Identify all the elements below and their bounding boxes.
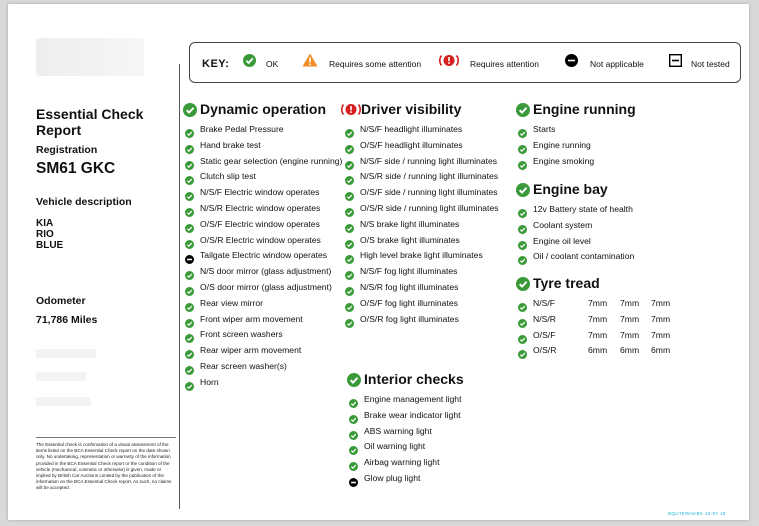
check-item-label: Engine management light [364,394,462,404]
check-item [343,264,518,280]
alert-icon [341,102,361,117]
blurred-field [36,349,96,358]
check-item [183,233,353,249]
check-item-label: Glow plug light [364,472,421,483]
blurred-logo [36,38,144,76]
tyre-row [516,312,696,328]
tyre-row [516,296,696,312]
check-item-label: N/S/F fog light illuminates [360,266,458,277]
tread-depth: 7mm [588,298,608,308]
check-item-label: O/S/R Electric window operates [200,234,321,245]
section-heading [183,101,353,119]
ok-icon [185,145,194,154]
check-item [343,312,518,328]
section-interior-checks [347,371,517,487]
tyre-position: N/S/R [533,313,556,324]
vehicle-summary [36,106,176,326]
ok-icon [518,256,527,265]
check-item [347,455,517,471]
check-item [347,424,517,440]
check-item-label: N/S/R side / running light illuminates [360,171,499,182]
check-item [183,154,353,170]
check-item [183,138,353,154]
registration-value: SM61 GKC [36,160,116,177]
ok-icon [345,192,354,201]
check-item-label: O/S/F headlight illuminates [360,139,463,150]
check-item [183,359,353,375]
vehicle-colour: BLUE [36,240,64,251]
footer-reference: BQU7EWAKBK 16.07.18 [668,511,726,516]
section-heading [347,371,517,389]
report-title-line-1: Essential Check [36,106,144,122]
check-item [343,169,518,185]
key-not-applicable-label: Not applicable [590,59,644,69]
check-item [343,233,518,249]
check-item-label: Brake wear indicator light [364,409,461,420]
ok-icon [345,319,354,328]
section-driver-visibility [343,101,518,327]
check-item-label: Rear wiper arm movement [200,345,302,356]
check-item [516,234,686,250]
check-item-label: O/S/F fog light illuminates [360,297,458,308]
ok-icon [183,103,197,117]
ok-icon [345,161,354,170]
ok-icon [185,303,194,312]
section-dynamic-operation [183,101,353,391]
vehicle-description-label: Vehicle description [36,196,132,208]
check-item [516,202,686,218]
tread-depth: 7mm [651,313,671,324]
not-applicable-icon [565,54,578,67]
check-item [183,296,353,312]
check-item-label: High level brake light illuminates [360,250,483,261]
ok-icon [518,129,527,138]
key-ok-label: OK [266,59,279,69]
ok-icon [345,145,354,154]
odometer-label: Odometer [36,295,86,307]
ok-icon [185,271,194,280]
check-item [183,280,353,296]
check-item [347,408,517,424]
check-item-label: 12v Battery state of health [533,204,633,214]
odometer-value: 71,786 Miles [36,314,98,326]
check-item-label: Engine oil level [533,235,591,246]
check-item [183,375,353,391]
ok-icon [345,255,354,264]
section-title: Dynamic operation [200,101,327,117]
check-item [347,439,517,455]
check-item [183,122,353,138]
check-item-label: Front wiper arm movement [200,313,303,324]
blurred-field [36,397,91,406]
column-divider [179,64,180,509]
ok-icon [345,208,354,217]
check-item-label: N/S door mirror (glass adjustment) [200,266,332,277]
ok-icon [347,373,361,387]
ok-icon [185,319,194,328]
ok-icon [518,335,527,344]
check-item [516,138,686,154]
check-item-label: Front screen washers [200,329,283,340]
check-item-label: Airbag warning light [364,457,440,468]
check-item [347,392,517,408]
tyre-position: O/S/F [533,329,556,340]
ok-icon [345,287,354,296]
ok-icon [345,240,354,249]
blurred-field [36,372,86,381]
check-item-label: N/S/R fog light illuminates [360,281,459,292]
check-item [343,296,518,312]
check-item-label: Brake Pedal Pressure [200,124,284,134]
ok-icon [185,224,194,233]
check-item [183,201,353,217]
section-tyre-tread [516,275,696,359]
ok-icon [518,350,527,359]
section-title: Interior checks [364,371,464,387]
check-item [183,264,353,280]
ok-icon [349,431,358,440]
key-title: KEY: [202,58,230,70]
ok-icon [349,446,358,455]
ok-icon [185,192,194,201]
check-item [516,122,686,138]
ok-icon [518,225,527,234]
check-item-label: N/S/R Electric window operates [200,202,321,213]
check-item-label: Oil warning light [364,441,426,452]
check-item [183,312,353,328]
key-some-attention-label: Requires some attention [329,59,422,69]
check-item [183,343,353,359]
check-item [183,185,353,201]
ok-icon [516,183,530,197]
check-item-label: Horn [200,376,219,387]
ok-icon [185,350,194,359]
ok-icon [518,161,527,170]
section-title: Engine running [533,101,636,117]
ok-icon [185,176,194,185]
check-item-label: N/S/F Electric window operates [200,187,320,198]
ok-icon [349,462,358,471]
check-item-label: O/S/F side / running light illuminates [360,187,498,198]
tread-depth: 7mm [620,313,640,324]
ok-icon [518,241,527,250]
status-key [189,42,741,83]
warning-icon [302,53,318,67]
check-item [516,154,686,170]
registration-label: Registration [36,144,98,156]
check-item-label: O/S door mirror (glass adjustment) [200,281,332,292]
ok-icon [185,240,194,249]
not-tested-icon [669,54,682,67]
check-item [183,169,353,185]
report-title-line-2: Report [36,122,82,138]
check-item-label: Coolant system [533,219,593,230]
tyre-row [516,328,696,344]
ok-icon [516,103,530,117]
check-item [343,138,518,154]
check-item-label: N/S/F side / running light illuminates [360,155,498,166]
key-not-tested-label: Not tested [691,59,730,69]
vehicle-make: KIA [36,218,54,229]
alert-icon [439,53,459,68]
section-heading [343,101,518,119]
check-item [343,185,518,201]
ok-icon [185,287,194,296]
check-item-label: Starts [533,124,556,134]
section-title: Tyre tread [533,275,600,291]
section-heading [516,181,686,199]
report-sheet [8,4,749,520]
ok-icon [185,382,194,391]
check-item [183,327,353,343]
ok-icon [185,208,194,217]
section-engine-bay [516,181,686,265]
ok-icon [349,415,358,424]
ok-icon [185,129,194,138]
tread-depth: 6mm [620,345,640,356]
ok-icon [185,161,194,170]
ok-icon [243,54,256,67]
ok-icon [345,224,354,233]
section-title: Driver visibility [361,101,462,117]
ok-icon [518,319,527,328]
check-item-label: ABS warning light [364,425,432,436]
tyre-position: N/S/F [533,298,555,308]
check-item-label: Engine running [533,139,591,150]
check-item [343,201,518,217]
check-item [343,280,518,296]
check-item-label: Hand brake test [200,139,261,150]
check-item [516,218,686,234]
ok-icon [518,145,527,154]
tyre-position: O/S/R [533,345,557,356]
check-item [343,217,518,233]
tread-depth: 7mm [651,329,671,340]
ok-icon [345,176,354,185]
ok-icon [518,303,527,312]
check-item-label: Rear view mirror [200,297,264,308]
check-item-label: Clutch slip test [200,171,256,182]
check-item [183,217,353,233]
ok-icon [345,303,354,312]
tyre-row [516,343,696,359]
check-item [347,471,517,487]
check-item [183,248,353,264]
check-item [343,248,518,264]
section-engine-running [516,101,686,169]
check-item-label: Static gear selection (engine running) [200,155,343,166]
not-applicable-icon [349,478,358,487]
check-item-label: N/S brake light illuminates [360,218,460,229]
tread-depth: 7mm [588,329,608,340]
section-heading [516,275,696,293]
check-item-label: Oil / coolant contamination [533,251,635,262]
check-item-label: N/S/F headlight illuminates [360,124,463,134]
check-item-label: O/S/R fog light illuminates [360,313,459,324]
section-heading [516,101,686,119]
tread-depth: 7mm [651,298,671,308]
check-item-label: O/S brake light illuminates [360,234,460,245]
tread-depth: 7mm [620,329,640,340]
tread-depth: 6mm [588,345,608,356]
check-item [516,249,686,265]
check-item-label: O/S/F Electric window operates [200,218,320,229]
section-title: Engine bay [533,181,608,197]
check-item-label: Engine smoking [533,155,595,166]
check-item-label: Tailgate Electric window operates [200,250,328,261]
vehicle-model: RIO [36,229,54,240]
tread-depth: 7mm [620,298,640,308]
check-item-label: O/S/R side / running light illuminates [360,202,499,213]
ok-icon [349,399,358,408]
disclaimer-text: The Essential check is confirmation of a visual assessment of the items listed on the BCA Essential Check report on the date shown only. No undertaking, representation or warranty of the information provided in the BCA Essential Check report or the condition of the vehicle (mechanical, cosmetic or otherwise) is given, made or implied by British Car Auctions Limited by the publication of the information on the BCA Essential Check report. As such, no claims will be accepted. [36,437,176,492]
key-attention-label: Requires attention [470,59,539,69]
ok-icon [516,277,530,291]
ok-icon [345,129,354,138]
ok-icon [345,271,354,280]
check-item [343,154,518,170]
check-item [343,122,518,138]
ok-icon [518,209,527,218]
tread-depth: 7mm [588,313,608,324]
not-applicable-icon [185,255,194,264]
check-item-label: Rear screen washer(s) [200,360,287,371]
ok-icon [185,366,194,375]
ok-icon [185,334,194,343]
tread-depth: 6mm [651,345,671,356]
